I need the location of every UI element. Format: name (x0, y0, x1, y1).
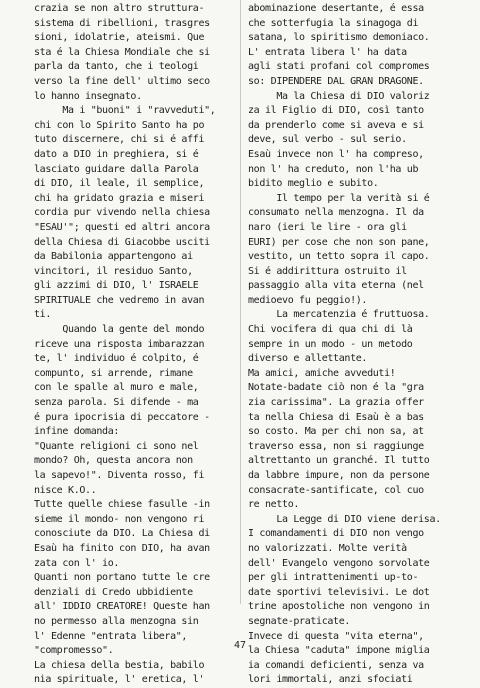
text-line: nia spirituale, l' eretica, l' (34, 674, 205, 686)
text-line: all' IDDIO CREATORE! Queste han (34, 601, 210, 613)
text-line: abominazione desertante, é essa (248, 3, 424, 14)
text-line: conosciute da DIO. La Chiesa di (34, 528, 210, 540)
text-line: "ESAU'"; questi ed altri ancora (34, 221, 210, 233)
column-divider (240, 0, 241, 604)
text-line: sta é la Chiesa Mondiale che si (34, 46, 210, 58)
text-line: satana, lo spiritismo demoniaco. (248, 32, 430, 44)
text-line: é pura ipocrisia di peccatore - (34, 411, 210, 423)
text-line: Chi vocifera di qua chi di là (248, 324, 413, 336)
text-line: da labbre impure, non da persone (248, 470, 430, 481)
text-line: La chiesa della bestia, babilo (34, 659, 205, 671)
text-line: la sapevo!". Diventa rosso, fi (34, 470, 205, 481)
text-line: parla da tanto, che i teologi (34, 61, 199, 73)
text-line: che sotterfugia la sinagoga di (248, 17, 419, 29)
text-line: zata con l' io. (34, 557, 120, 569)
text-line: altrettanto un granché. Il tutto (248, 455, 430, 467)
text-line: mondo? Oh, questa ancora non (34, 455, 193, 467)
text-line: di DIO, il leale, il semplice, (34, 178, 205, 190)
text-line: Quanti non portano tutte le cre (34, 572, 210, 584)
text-line: chi ha gridato grazia e miseri (34, 192, 205, 204)
text-line: Il tempo per la verità si é (248, 192, 430, 204)
text-line: passaggio alla vita eterna (nel (248, 280, 424, 292)
text-line: Ma amici, amiche avveduti! (248, 367, 396, 379)
text-line: no valorizzati. Molte verità (248, 542, 407, 554)
text-line: infine domanda: (34, 426, 120, 438)
text-line: trine apostoliche non vengono in (248, 601, 430, 613)
text-line: per gli intrattenimenti up-to- (248, 572, 419, 584)
text-line: sistema di ribellioni, trasgres (34, 17, 210, 29)
text-line: La mercatenzia é fruttuosa. (248, 309, 430, 321)
text-line: La Legge di DIO viene derisa. (248, 513, 441, 525)
text-line: chi con lo Spirito Santo ha po (34, 119, 205, 131)
text-line: I comandamenti di DIO non vengo (248, 528, 424, 540)
text-line: L' entrata libera l' ha data (248, 46, 407, 58)
text-line: te, l' individuo é colpito, é (34, 353, 199, 365)
text-line: Ma i "buoni" i "ravveduti", (34, 105, 216, 117)
text-line: denziali di Credo ubbidiente (34, 586, 193, 598)
text-line: Si é addirittura ostruito il (248, 265, 407, 277)
text-line: consumato nella menzogna. Il da (248, 207, 424, 219)
text-line: Notate-badate ciò non é la "gra (248, 382, 424, 394)
text-line: vincitori, il residuo Santo, (34, 265, 193, 277)
text-line: tuto discernere, chi si é affi (34, 134, 205, 146)
text-line: vestito, un tetto sopra il capo. (248, 251, 430, 263)
text-line: della Chiesa di Giacobbe usciti (34, 236, 210, 248)
text-line: date sportivi televisivi. Le dot (248, 586, 430, 598)
text-line: senza parola. Si difende - ma (34, 397, 199, 409)
text-line: ia comandi deficienti, senza va (248, 659, 424, 671)
text-line: diverso e allettante. (248, 353, 368, 365)
text-line: ti. (34, 309, 52, 321)
text-line: medioevo fu peggio!). (248, 294, 368, 306)
text-line: za il Figlio di DIO, così tanto (248, 105, 424, 117)
text-line: consacrate-santificate, col cuo (248, 484, 424, 496)
text-line: EURI) per cose che non son pane, (248, 236, 430, 248)
text-line: so costo. Ma per chi non sa, at (248, 426, 424, 438)
text-line: deve, sul verbo - sul serio. (248, 134, 407, 146)
text-line: nisce K.O.. (34, 484, 97, 496)
text-line: sioni, idolatrie, ateismi. Que (34, 32, 205, 44)
text-line: riceve una risposta imbarazzan (34, 338, 205, 350)
text-line: zia carissima". La grazia offer (248, 397, 424, 409)
text-line: Ma la Chiesa di DIO valoriz (248, 90, 430, 102)
text-line: no permesso alla menzogna sin (34, 615, 199, 627)
left-text-column (34, 2, 236, 688)
text-line: SPIRITUALE che vedremo in avan (34, 294, 205, 306)
text-line: "Quante religioni ci sono nel (34, 440, 199, 452)
text-line: naro (ieri le lire - ora gli (248, 221, 407, 233)
page-number: 47 (233, 640, 247, 651)
text-line: gli azzimi di DIO, l' ISRAELE (34, 280, 199, 292)
text-line: agli stati profani col compromes (248, 61, 430, 73)
text-line: lasciato guidare dalla Parola (34, 163, 199, 175)
text-line: da prenderlo come si aveva e si (248, 119, 424, 131)
text-line: traverso essa, non si raggiunge (248, 440, 424, 452)
text-line: Esaù invece non l' ha compreso, (248, 148, 424, 160)
text-line: Invece di questa "vita eterna", (248, 630, 424, 642)
text-line: segnate-praticate. (248, 615, 351, 627)
text-line: la Chiesa "caduta" impone miglia (248, 645, 430, 657)
text-line: lo hanno insegnato. (34, 90, 142, 102)
text-line: re netto. (248, 499, 300, 511)
text-line: dell' Evangelo vengono sorvolate (248, 557, 430, 569)
text-line: compunto, si arrende, rimane (34, 367, 193, 379)
text-line: non l' ha creduto, non l'ha ub (248, 163, 419, 175)
text-line: sieme il mondo- non vengono ri (34, 513, 205, 525)
text-line: cordia pur vivendo nella chiesa (34, 207, 210, 219)
text-line: "compromesso". (34, 645, 114, 657)
text-line: bidito meglio e subito. (248, 178, 379, 190)
text-line: Tutte quelle chiese fasulle -in (34, 499, 210, 511)
text-line: Esaù ha finito con DIO, ha avan (34, 542, 210, 554)
text-line: l' Edenne "entrata libera", (34, 630, 188, 642)
text-line: so: DIPENDERE DAL GRAN DRAGONE. (248, 75, 424, 87)
text-line: con le spalle al muro e male, (34, 382, 199, 394)
text-line: crazia se non altro struttura- (34, 3, 205, 14)
text-line: sempre in un modo - un metodo (248, 338, 413, 350)
text-line: da Babilonia appartengono ai (34, 251, 193, 263)
text-line: dato a DIO in preghiera, si é (34, 148, 199, 160)
text-line: lori immortali, anzi sfociati (248, 674, 413, 686)
text-line: Quando la gente del mondo (34, 324, 205, 336)
text-line: ta nella Chiesa di Esaù è a bas (248, 411, 424, 423)
right-text-column (248, 2, 474, 688)
text-line: verso la fine dell' ultimo seco (34, 75, 210, 87)
